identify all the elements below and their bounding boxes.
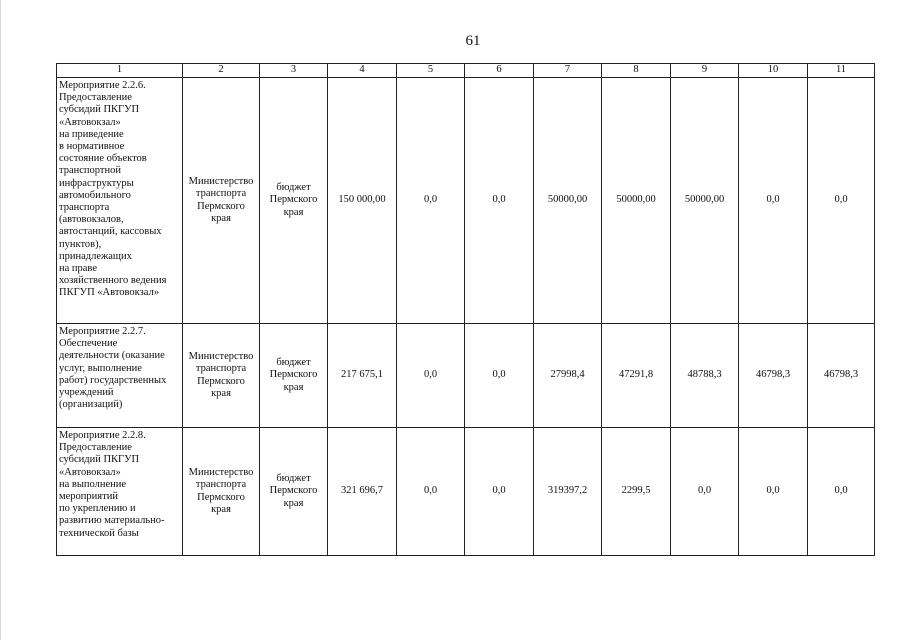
column-header: 4 bbox=[328, 64, 397, 78]
amount-cell: 48788,3 bbox=[671, 324, 739, 428]
table-row bbox=[57, 78, 875, 324]
column-header: 10 bbox=[739, 64, 808, 78]
amount-cell: 150 000,00 bbox=[328, 78, 397, 324]
column-header: 7 bbox=[534, 64, 602, 78]
amount-cell: 321 696,7 bbox=[328, 428, 397, 556]
amount-cell: 46798,3 bbox=[739, 324, 808, 428]
executor-cell: Министерство транспорта Пермского края bbox=[183, 78, 260, 324]
amount-cell: 2299,5 bbox=[602, 428, 671, 556]
column-header: 9 bbox=[671, 64, 739, 78]
amount-cell: 0,0 bbox=[465, 428, 534, 556]
activity-description: Мероприятие 2.2.8. Предоставление субсидий ПКГУП «Автовокзал» на выполнение мероприятий по укреплению и развитию материально- технической базы bbox=[57, 428, 183, 556]
amount-cell: 0,0 bbox=[808, 78, 875, 324]
funding-source-cell: бюджет Пермского края bbox=[260, 324, 328, 428]
funding-source-cell: бюджет Пермского края bbox=[260, 78, 328, 324]
executor-cell: Министерство транспорта Пермского края bbox=[183, 428, 260, 556]
amount-cell: 0,0 bbox=[397, 324, 465, 428]
amount-cell: 0,0 bbox=[465, 78, 534, 324]
amount-cell: 27998,4 bbox=[534, 324, 602, 428]
column-header: 8 bbox=[602, 64, 671, 78]
page-edge bbox=[0, 0, 1, 640]
amount-cell: 319397,2 bbox=[534, 428, 602, 556]
amount-cell: 217 675,1 bbox=[328, 324, 397, 428]
funding-source-cell: бюджет Пермского края bbox=[260, 428, 328, 556]
executor-cell: Министерство транспорта Пермского края bbox=[183, 324, 260, 428]
amount-cell: 0,0 bbox=[739, 78, 808, 324]
program-activities-table bbox=[56, 63, 875, 556]
amount-cell: 0,0 bbox=[465, 324, 534, 428]
column-header: 11 bbox=[808, 64, 875, 78]
amount-cell: 50000,00 bbox=[671, 78, 739, 324]
amount-cell: 0,0 bbox=[739, 428, 808, 556]
amount-cell: 0,0 bbox=[671, 428, 739, 556]
column-header: 2 bbox=[183, 64, 260, 78]
amount-cell: 0,0 bbox=[397, 78, 465, 324]
table-row bbox=[57, 324, 875, 428]
activity-description: Мероприятие 2.2.7. Обеспечение деятельности (оказание услуг, выполнение работ) государственных учреждений (организаций) bbox=[57, 324, 183, 428]
activity-description: Мероприятие 2.2.6. Предоставление субсидий ПКГУП «Автовокзал» на приведение в нормативное состояние объектов транспортной инфраструктуры автомобильного транспорта (автовокзалов, автостанций, кассовых пунктов), принадлежащих на праве хозяйственного ведения ПКГУП «Автовокзал» bbox=[57, 78, 183, 324]
amount-cell: 0,0 bbox=[397, 428, 465, 556]
amount-cell: 50000,00 bbox=[534, 78, 602, 324]
table-header-row bbox=[57, 64, 875, 78]
table-row bbox=[57, 428, 875, 556]
page-number: 61 bbox=[465, 33, 481, 49]
amount-cell: 0,0 bbox=[808, 428, 875, 556]
amount-cell: 47291,8 bbox=[602, 324, 671, 428]
column-header: 1 bbox=[57, 64, 183, 78]
column-header: 6 bbox=[465, 64, 534, 78]
amount-cell: 46798,3 bbox=[808, 324, 875, 428]
amount-cell: 50000,00 bbox=[602, 78, 671, 324]
column-header: 5 bbox=[397, 64, 465, 78]
column-header: 3 bbox=[260, 64, 328, 78]
